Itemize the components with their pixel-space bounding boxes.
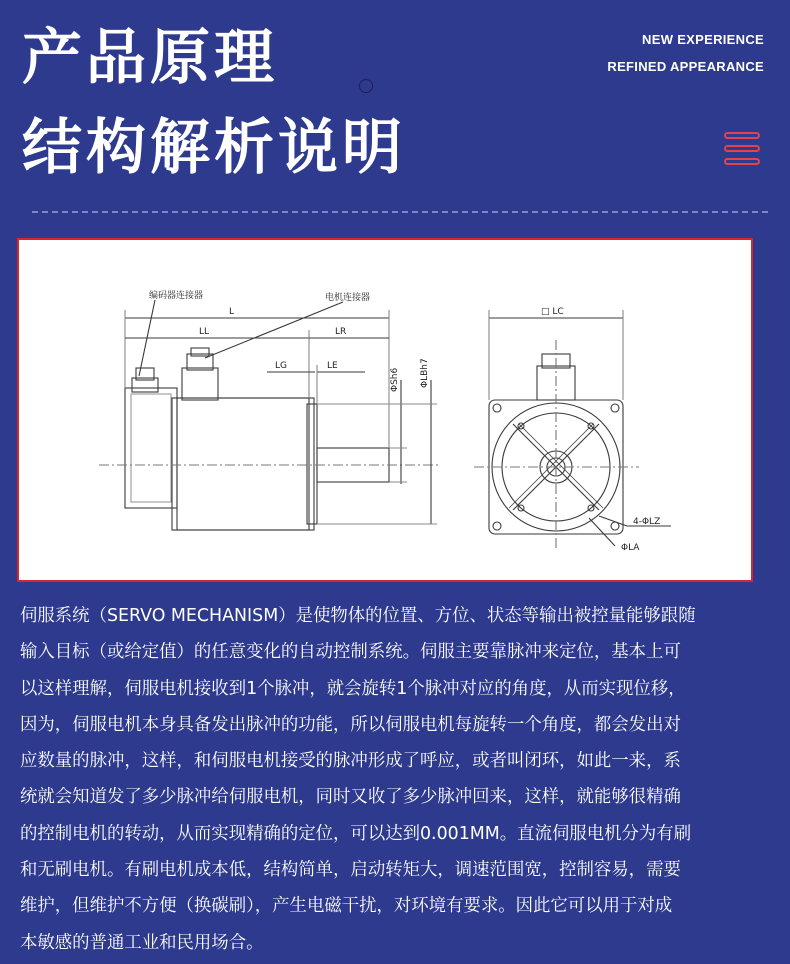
page-title-line2: 结构解析说明 <box>22 113 406 183</box>
description-line: 的控制电机的转动，从而实现精确的定位，可以达到0.001MM。直流伺服电机分为有刷 <box>20 823 692 844</box>
description-line: 输入目标（或给定值）的任意变化的自动控制系统。伺服主要靠脉冲来定位，基本上可 <box>20 642 681 663</box>
dim-lr-label: LR <box>335 327 347 337</box>
dim-lbh7-label: ΦLBh7 <box>420 358 430 388</box>
motor-drawing-svg <box>19 240 751 580</box>
technical-drawing <box>17 238 753 582</box>
tagline-line2: REFINED APPEARANCE <box>607 59 764 74</box>
dim-l-label: L <box>229 307 235 317</box>
motor-connector-label: 电机连接器 <box>325 293 371 303</box>
description-line: 以这样理解，伺服电机接收到1个脉冲，就会旋转1个脉冲对应的角度，从而实现位移， <box>20 678 686 699</box>
description-text <box>20 598 760 961</box>
description-line: 伺服系统（SERVO MECHANISM）是使物体的位置、方位、状态等输出被控量能够跟随 <box>20 606 696 626</box>
dim-lc-label: □ LC <box>541 307 564 317</box>
circle-icon <box>359 79 373 93</box>
description-line: 本敏感的普通工业和民用场合。 <box>20 932 264 953</box>
description-line: 应数量的脉冲，这样，和伺服电机接受的脉冲形成了呼应，或者叫闭环，如此一来，系 <box>20 751 681 772</box>
tagline-line1: NEW EXPERIENCE <box>642 32 764 47</box>
dim-ll-label: LL <box>199 327 210 337</box>
description-line: 维护，但维护不方便（换碳刷），产生电磁干扰，对环境有要求。因此它可以用于对成 <box>20 896 673 917</box>
description-line: 统就会知道发了多少脉冲给伺服电机，同时又收了多少脉冲回来，这样，就能够很精确 <box>20 787 681 808</box>
dim-la-label: ΦLA <box>621 543 640 553</box>
encoder-connector-label: 编码器连接器 <box>149 291 204 301</box>
description-line: 因为，伺服电机本身具备发出脉冲的功能，所以伺服电机每旋转一个角度，都会发出对 <box>20 714 681 735</box>
dim-lz-label: 4-ΦLZ <box>633 517 661 527</box>
page-title-line1: 产品原理 <box>22 23 278 93</box>
description-line: 和无刷电机。有刷电机成本低，结构简单，启动转矩大，调速范围宽，控制容易，需要 <box>20 860 681 881</box>
dim-sh6-label: ΦSh6 <box>390 367 400 392</box>
menu-icon <box>722 128 764 172</box>
dim-le-label: LE <box>327 361 338 371</box>
dim-lg-label: LG <box>275 361 287 371</box>
divider <box>32 211 768 213</box>
